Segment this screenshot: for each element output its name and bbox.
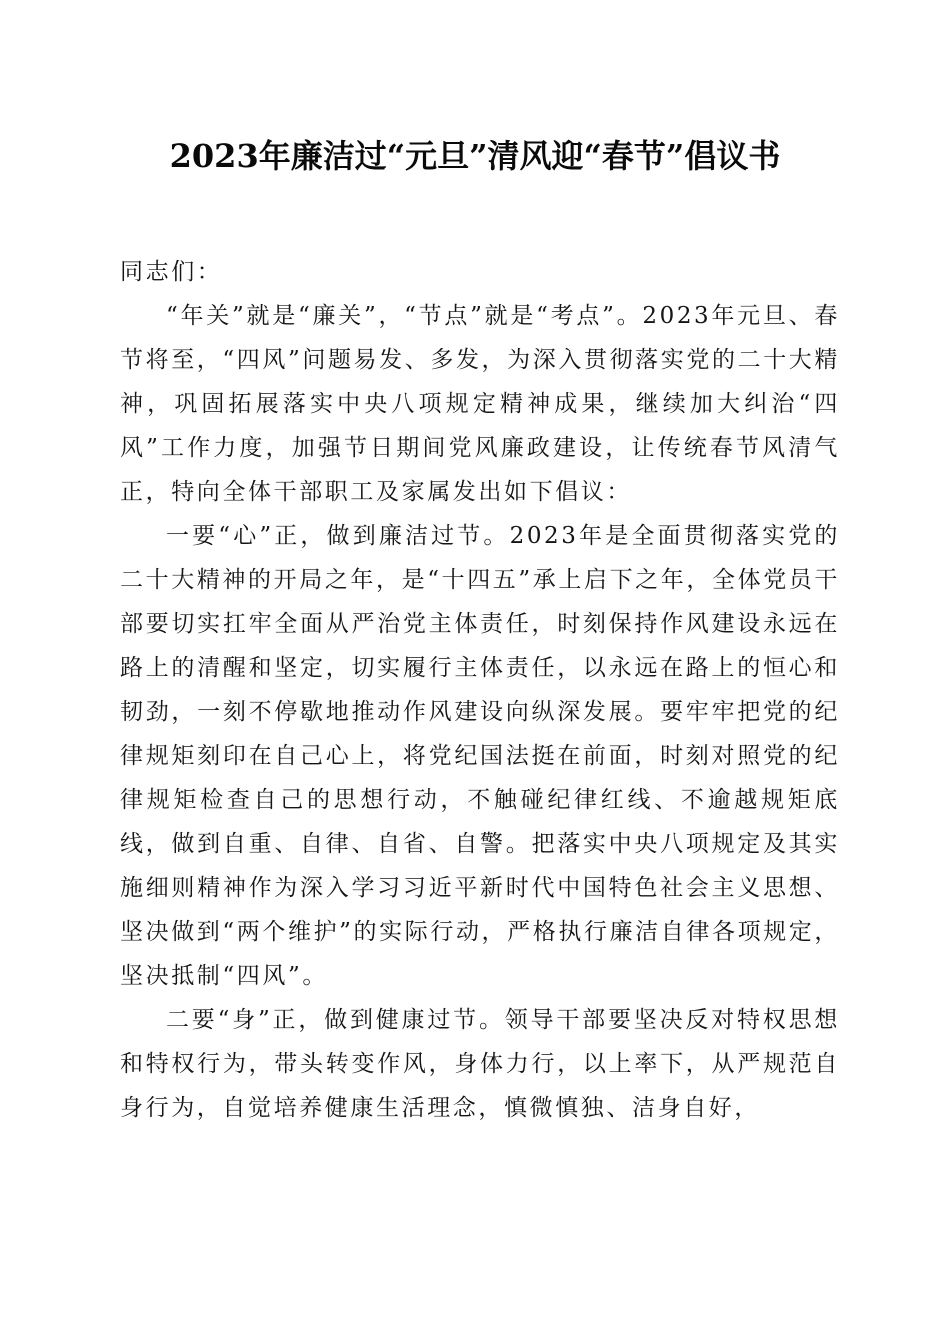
- document-body: [120, 250, 840, 1130]
- paragraph-point-one: 一要“心”正，做到廉洁过节。2023年是全面贯彻落实党的二十大精神的开局之年，是“十四五”承上启下之年，全体党员干部要切实扛牢全面从严治党主体责任，时刻保持作风建设永远在路上的清醒和坚定，切实履行主体责任，以永远在路上的恒心和韧劲，一刻不停歇地推动作风建设向纵深发展。要牢牢把党的纪律规矩刻印在自己心上，将党纪国法挺在前面，时刻对照党的纪律规矩检查自己的思想行动，不触碰纪律红线、不逾越规矩底线，做到自重、自律、自省、自警。把落实中央八项规定及其实施细则精神作为深入学习习近平新时代中国特色社会主义思想、坚决做到“两个维护”的实际行动，严格执行廉洁自律各项规定，坚决抵制“四风”。: [120, 523, 840, 989]
- paragraph-point-two: 二要“身”正，做到健康过节。领导干部要坚决反对特权思想和特权行为，带头转变作风，身体力行，以上率下，从严规范自身行为，自觉培养健康生活理念，慎微慎独、洁身自好，: [120, 1007, 840, 1121]
- document-title: 2023年廉洁过“元旦”清风迎“春节”倡议书: [169, 137, 781, 175]
- paragraph-intro: “年关”就是“廉关”，“节点”就是“考点”。2023年元旦、春节将至，“四风”问题易发、多发，为深入贯彻落实党的二十大精神，巩固拓展落实中央八项规定精神成果，继续加大纠治“四风”工作力度，加强节日期间党风廉政建设，让传统春节风清气正，特向全体干部职工及家属发出如下倡议：: [120, 303, 840, 505]
- greeting: 同志们：: [120, 259, 223, 285]
